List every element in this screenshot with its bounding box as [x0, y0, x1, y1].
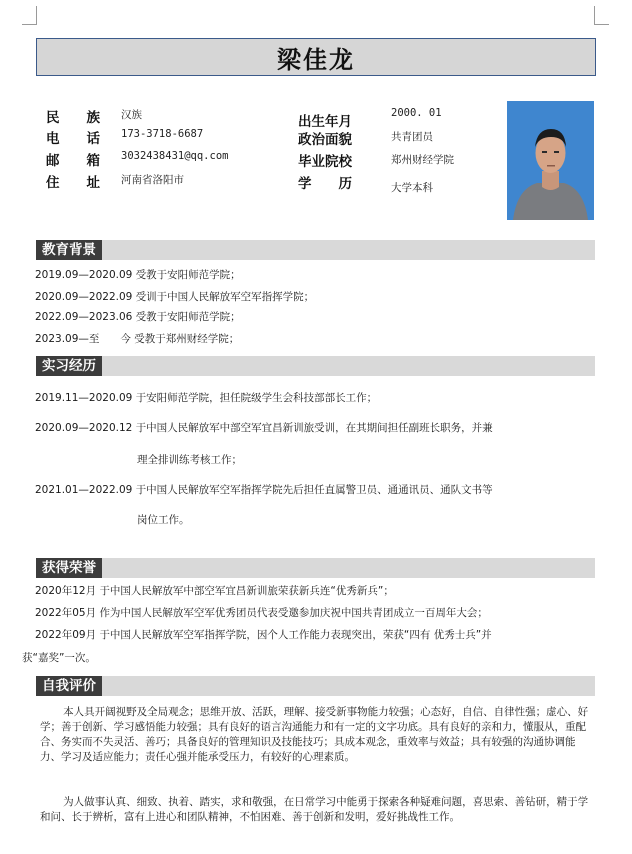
list-item: [35, 627, 492, 642]
list-item: [35, 420, 493, 435]
list-item: [35, 267, 241, 282]
education-date: 2019.09—2020.09: [35, 269, 133, 281]
education-text: 受训于中国人民解放军空军指挥学院；: [135, 291, 315, 303]
address-label: 住 址: [46, 175, 100, 191]
degree-label: 学 历: [298, 176, 352, 192]
list-item: [35, 605, 488, 620]
email-value: 3032438431@qq.com: [121, 150, 229, 162]
self-evaluation-paragraph: 为人做事认真、细致、执着、踏实，求和敬强，在日常学习中能勇于探索各种疑难问题，喜思索、善钻研，精于学和问、长于辨析，富有上进心和团队精神，不怕困难、善于创新和发明，爱好挑战性工作。: [40, 796, 589, 823]
list-item: [35, 583, 394, 598]
honor-date: 2022年05月: [35, 607, 97, 619]
list-item: [35, 331, 239, 346]
internship-continuation: 岗位工作。: [137, 514, 190, 526]
email-label: 邮 箱: [46, 153, 100, 169]
section-education-title: 教育背景: [36, 240, 102, 260]
politics-label: 政治面貌: [298, 132, 352, 148]
education-date: 2020.09—2022.09: [35, 291, 133, 303]
ethnicity-row: [46, 106, 100, 126]
section-internship: [36, 356, 595, 376]
section-education: [36, 240, 595, 260]
education-text: 受教于安阳师范学院；: [135, 269, 241, 281]
internship-date: 2021.01—2022.09: [35, 484, 133, 496]
crop-mark-top-left: [22, 6, 37, 25]
honor-continuation: 获“嘉奖”一次。: [22, 652, 96, 664]
crop-mark-top-right: [594, 6, 609, 25]
internship-text: 于中国人民解放军空军指挥学院先后担任直属警卫员、通通讯员、通队文书等: [135, 484, 493, 496]
profile-photo: [507, 101, 594, 220]
list-item: [35, 390, 377, 405]
section-internship-title: 实习经历: [36, 356, 102, 376]
phone-value: 173-3718-6687: [121, 128, 204, 140]
honor-text: 于中国人民解放军空军指挥学院，因个人工作能力表现突出，荣获“四有 优秀士兵”并: [99, 629, 492, 641]
education-text: 受教于安阳师范学院；: [135, 311, 241, 323]
list-item: [35, 309, 241, 324]
address-row: [46, 171, 100, 191]
name-banner: [36, 38, 596, 76]
honor-text: 于中国人民解放军中部空军宜昌新训旅荣获新兵连“优秀新兵”；: [99, 585, 394, 597]
honor-date: 2022年09月: [35, 629, 97, 641]
list-item: [35, 289, 314, 304]
ethnicity-label: 民 族: [46, 110, 100, 126]
phone-label: 电 话: [46, 131, 100, 147]
internship-text: 于中国人民解放军中部空军宜昌新训旅受训，在其期间担任副班长职务，并兼: [135, 422, 493, 434]
degree-value: 大学本科: [391, 182, 433, 194]
birth-label: 出生年月: [298, 114, 352, 130]
internship-continuation: 理全排训练考核工作；: [137, 454, 242, 466]
phone-row: [46, 127, 100, 147]
ethnicity-value: 汉族: [121, 109, 142, 121]
education-text: 受教于郑州财经学院；: [134, 333, 240, 345]
internship-text: 于安阳师范学院，担任院级学生会科技部部长工作；: [135, 392, 378, 404]
school-label: 毕业院校: [298, 154, 352, 170]
section-self-evaluation-title: 自我评价: [36, 676, 102, 696]
section-honors-title: 获得荣誉: [36, 558, 102, 578]
education-date: 2022.09—2023.06: [35, 311, 133, 323]
portrait-image: [507, 101, 594, 220]
resume-name: 梁佳龙: [277, 45, 355, 74]
list-item: [35, 482, 493, 497]
education-date: 2023.09—至 今: [35, 333, 131, 345]
self-evaluation-paragraph: 本人具开阔视野及全局观念；思维开放、活跃，理解、接受新事物能力较强；心态好，自信、自律性强；虚心、好学；善于创新、学习感悟能力较强；具有良好的语言沟通能力和有一定的文字功底。具有良好的亲和力，懂服从，重配合、务实而不失灵活、善巧；具备良好的管理知识及技能技巧；具成本观念，重效率与效益；具有较强的沟通协调能力、学习及适应能力；责任心强并能承受压力，有较好的心理素质。: [40, 706, 589, 763]
honor-text: 作为中国人民解放军空军优秀团员代表受邀参加庆祝中国共青团成立一百周年大会；: [99, 607, 488, 619]
section-self-evaluation: [36, 676, 595, 696]
internship-date: 2019.11—2020.09: [35, 392, 133, 404]
email-row: [46, 149, 100, 169]
internship-date: 2020.09—2020.12: [35, 422, 133, 434]
honor-date: 2020年12月: [35, 585, 97, 597]
politics-value: 共青团员: [391, 131, 433, 143]
section-honors: [36, 558, 595, 578]
address-value: 河南省洛阳市: [121, 174, 184, 186]
school-value: 郑州财经学院: [391, 154, 454, 166]
birth-value: 2000. 01: [391, 107, 442, 119]
